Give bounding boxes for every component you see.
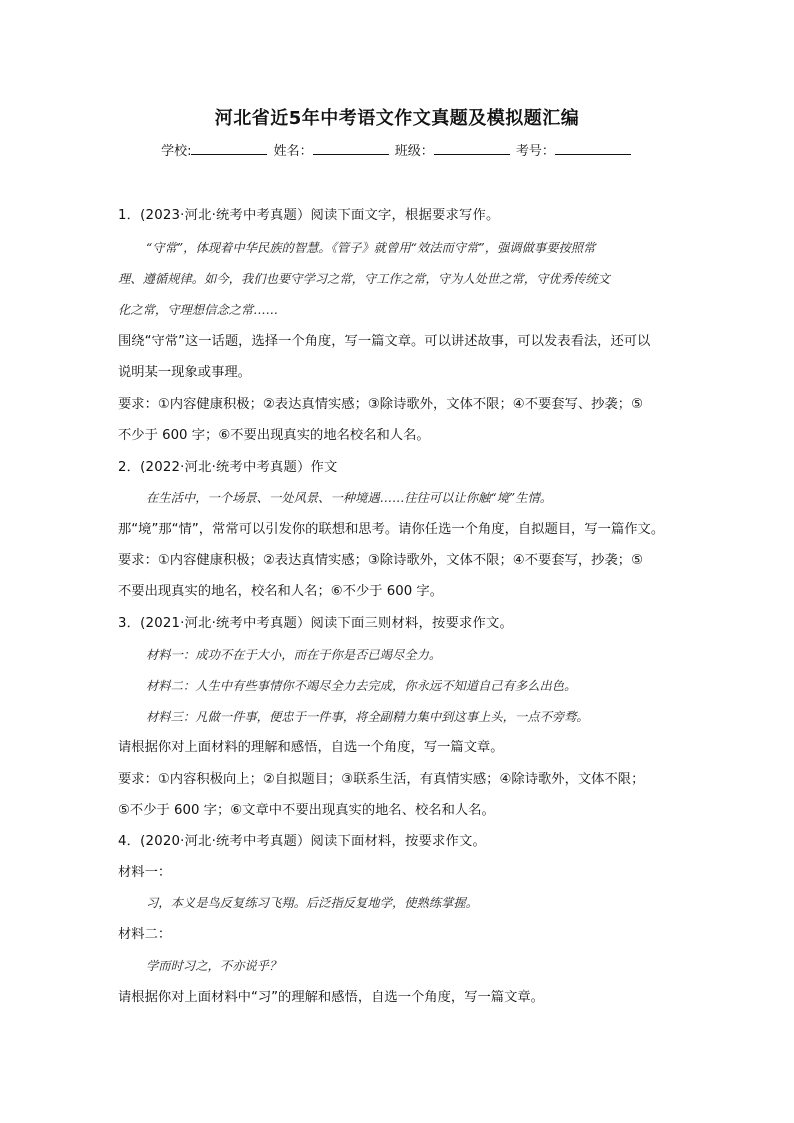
question-4-material2-label: 材料二： xyxy=(118,927,172,942)
document-title: 河北省近5年中考语文作文真题及模拟题汇编 xyxy=(214,108,580,129)
question-4-header: 4．(2020·河北·统考中考真题）阅读下面材料，按要求作文。 xyxy=(118,834,486,849)
id-blank[interactable] xyxy=(555,142,631,155)
question-3-requirement-line: ⑤不少于 600 字；⑥文章中不要出现真实的地名、校名和人名。 xyxy=(118,803,495,818)
id-label: 考号： xyxy=(515,144,555,159)
school-label: 学校: xyxy=(161,144,192,159)
question-3-material-line: 材料一：成功不在于大小，而在于你是否已竭尽全力。 xyxy=(146,648,442,662)
question-4-prompt-line: 请根据你对上面材料中“习”的理解和感悟，自选一个角度，写一篇文章。 xyxy=(118,990,544,1005)
question-3-requirement-line: 要求：①内容积极向上；②自拟题目；③联系生活，有真情实感；④除诗歌外，文体不限； xyxy=(118,772,645,787)
question-1-material-line: 理、遵循规律。如今，我们也要守学习之常，守工作之常，守为人处世之常，守优秀传统文 xyxy=(118,272,610,286)
question-4-material2-text: 学而时习之，不亦说乎？ xyxy=(146,959,282,973)
school-blank[interactable] xyxy=(191,142,267,155)
question-1-header: 1．(2023·河北·统考中考真题）阅读下面文字，根据要求写作。 xyxy=(118,208,500,223)
question-1-material-line: 化之常，守理想信念之常…… xyxy=(118,303,278,317)
question-1-requirement-line: 要求：①内容健康积极；②表达真情实感；③除诗歌外，文体不限；④不要套写、抄袭；⑤ xyxy=(118,397,643,412)
question-4-material1-label: 材料一： xyxy=(118,865,172,880)
class-label: 班级： xyxy=(394,144,434,159)
question-1-prompt-line: 说明某一现象或事理。 xyxy=(118,365,251,380)
name-blank[interactable] xyxy=(313,142,389,155)
question-3-header: 3．(2021·河北·统考中考真题）阅读下面三则材料，按要求作文。 xyxy=(118,616,513,631)
question-2-requirement-line: 要求：①内容健康积极；②表达真情实感；③除诗歌外，文体不限；④不要套写，抄袭；⑤ xyxy=(118,553,643,568)
question-1-requirement-line: 不少于 600 字；⑥不要出现真实的地名校名和人名。 xyxy=(118,428,430,443)
question-3-material-line: 材料三：凡做一件事，便忠于一件事，将全副精力集中到这事上头，一点不旁骛。 xyxy=(146,710,589,724)
class-blank[interactable] xyxy=(434,142,510,155)
question-4-material1-text: 习，本义是鸟反复练习飞翔。后泛指反复地学，使熟练掌握。 xyxy=(146,896,479,910)
question-2-prompt-line: 那“境”那“情”，常常可以引发你的联想和思考。请你任选一个角度，自拟题目，写一篇作文。 xyxy=(118,522,665,537)
question-3-prompt-line: 请根据你对上面材料的理解和感悟，自选一个角度，写一篇文章。 xyxy=(118,740,504,755)
question-3-material-line: 材料二：人生中有些事情你不竭尽全力去完成，你永远不知道自己有多么出色。 xyxy=(146,679,577,693)
student-info-line xyxy=(0,140,794,159)
name-label: 姓名： xyxy=(273,144,313,159)
question-1-prompt-line: 围绕“守常”这一话题，选择一个角度，写一篇文章。可以讲述故事，可以发表看法，还可以 xyxy=(118,334,651,349)
question-1-material-line: “守常”，体现着中华民族的智慧。《管子》就曾用“效法而守常”，强调做事要按照常 xyxy=(146,241,596,255)
question-2-material-line: 在生活中，一个场景、一处风景、一种境遇……往往可以让你触“境”生情。 xyxy=(146,491,553,505)
question-2-header: 2．(2022·河北·统考中考真题）作文 xyxy=(118,460,338,475)
question-2-requirement-line: 不要出现真实的地名，校名和人名；⑥不少于 600 字。 xyxy=(118,584,443,599)
